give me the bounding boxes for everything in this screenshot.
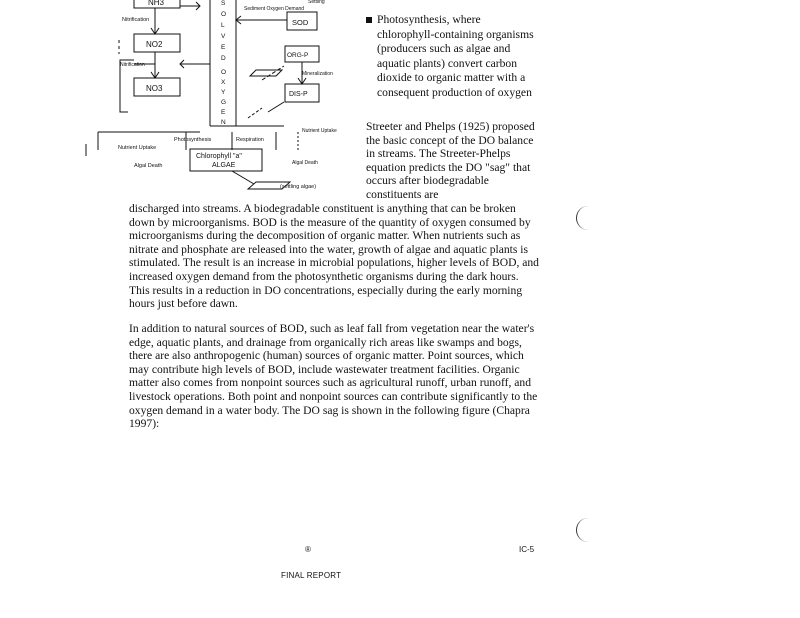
bullet-marker: [366, 17, 372, 23]
top-right-label: Settling: [308, 0, 325, 5]
nh3-label: NH3: [148, 0, 165, 7]
oxygen-letter: E: [221, 44, 226, 51]
nutrient-uptake-right-label: Nutrient Uptake: [302, 128, 337, 134]
chlorophyll-label: Chlorophyll "a": [196, 153, 242, 160]
nutrient-uptake-left-label: Nutrient Uptake: [118, 145, 157, 151]
oxygen-letter: Y: [221, 89, 226, 96]
oxygen-letter: N: [221, 119, 226, 126]
body-paragraph-1: discharged into streams. A biodegradable constituent is anything that can be broken down by microorganisms. BOD is the measure of the quantity of oxygen consumed by microorganisms during the decomposition of organic matter. When nutrients such as nitrate and phosphate are released into the water, growth of algae and aquatic plants is stimulated. The result is an increase in microbial populations, higher levels of BOD, and increased oxygen demand from the photosynthetic organisms during the dark hours. This results in a reduction in DO concentrations, especially during the early morning hours just before dawn.: [129, 202, 539, 311]
org-p-label: ORG-P: [287, 52, 309, 59]
no2-label: NO2: [146, 40, 163, 49]
oxygen-letter: E: [221, 109, 226, 116]
streeter-phelps-paragraph: Streeter and Phelps (1925) proposed the basic concept of the DO balance in streams. The Streeter-Phelps equation predicts the DO "sag" that occurs after biodegradable constituents are: [366, 120, 535, 201]
dis-p-label: DIS-P: [289, 91, 308, 98]
photosynthesis-bullet: [366, 13, 538, 101]
page-number: IC-5: [519, 545, 535, 554]
algal-death-label: Algal Death: [134, 163, 163, 169]
algal-death-right-label: Algal Death: [292, 160, 318, 166]
oxygen-letter: O: [221, 11, 227, 18]
body-paragraph-2: In addition to natural sources of BOD, such as leaf fall from vegetation near the water's edge, aquatic plants, and drainage from organically rich areas like swamps and bogs, there are also anthropogenic (human) sources of organic matter. Point sources, which may contribute high levels of BOD, include wastewater treatment facilities. Organic matter also comes from nonpoint sources such as agricultural runoff, urban runoff, and livestock operations. Both point and nonpoint sources can contribute significantly to the oxygen demand in a water body. The DO sag is shown in the following figure (Chapra 1997):: [129, 322, 538, 431]
footer-title: FINAL REPORT: [281, 571, 342, 580]
oxygen-letter: X: [221, 79, 226, 86]
nitrification-label: Nitrification: [122, 17, 150, 23]
oxygen-letter: G: [221, 99, 227, 106]
oxygen-letter: L: [221, 22, 225, 29]
no3-label: NO3: [146, 84, 163, 93]
nitrification-label-2: Nitrification: [120, 62, 145, 68]
sediment-demand-label: Sediment Oxygen Demand: [244, 6, 305, 12]
oxygen-letter: O: [221, 69, 227, 76]
respiration-label: Respiration: [236, 137, 264, 143]
settling-label: (settling algae): [280, 184, 317, 190]
photosynthesis-label: Photosynthesis: [174, 137, 212, 143]
oxygen-letter: D: [221, 55, 226, 62]
footer-mark: ®: [305, 545, 311, 554]
mineralization-label: Mineralization: [302, 71, 333, 77]
oxygen-letter: S: [221, 0, 226, 7]
oxygen-letter: V: [221, 33, 226, 40]
bullet-text: Photosynthesis, where chlorophyll-containing organisms (producers such as algae and aquatic plants) convert carbon dioxide to organic matter with a consequent production of oxygen: [377, 13, 534, 99]
sod-label: SOD: [292, 18, 309, 27]
algae-label: ALGAE: [212, 162, 236, 169]
dissolved-oxygen-letters: [221, 0, 226, 126]
